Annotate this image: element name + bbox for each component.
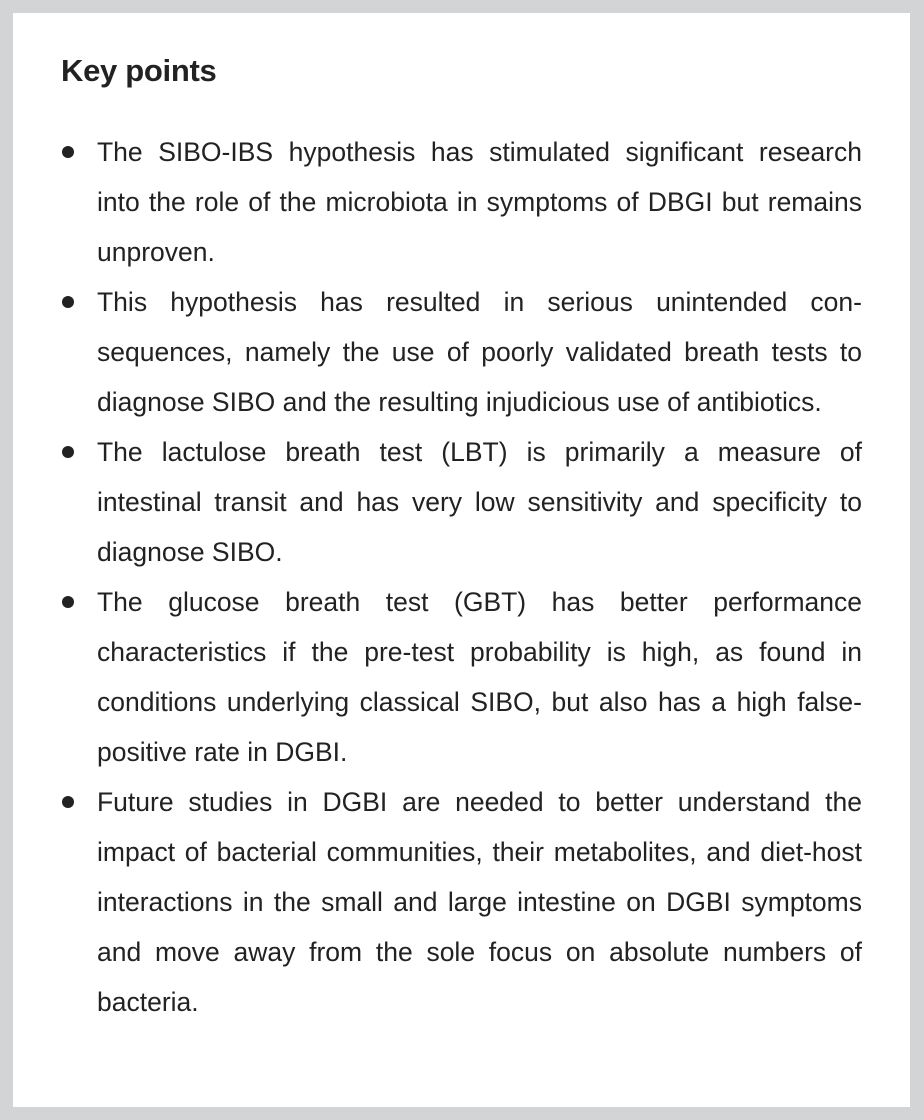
list-item	[97, 777, 862, 1027]
list-item	[97, 127, 862, 277]
key-points-panel	[13, 13, 910, 1107]
key-points-list	[97, 127, 862, 1027]
bullet-icon	[62, 296, 74, 308]
bullet-icon	[62, 596, 74, 608]
panel-title: Key points	[61, 53, 217, 88]
list-item	[97, 427, 862, 577]
bullet-icon	[62, 796, 74, 808]
list-item	[97, 277, 862, 427]
bullet-icon	[62, 146, 74, 158]
bullet-icon	[62, 446, 74, 458]
list-item	[97, 577, 862, 777]
key-point-text: Future studies in DGBI are needed to better understand the impact of bacterial communities, their metabolites, and diet-host interactions in the small and large intestine on DGBI symptoms and move away from the sole focus on absolute numbers of bacteria.	[97, 787, 862, 1017]
key-point-text: The glucose breath test (GBT) has better performance characteristics if the pre-test probability is high, as found in conditions underlying classical SIBO, but also has a high false-positive rate in DGBI.	[97, 587, 862, 767]
key-point-text: The lactulose breath test (LBT) is primarily a measure of intestinal transit and has very low sensitivity and specificity to diagnose SIBO.	[97, 437, 862, 567]
key-point-text: The SIBO-IBS hypothesis has stimulated significant research into the role of the microbiota in symptoms of DBGI but remains unproven.	[97, 137, 862, 267]
key-point-text: This hypothesis has resulted in serious unintended consequences, namely the use of poorly validated breath tests to diagnose SIBO and the resulting injudicious use of antibiotics.	[97, 287, 862, 417]
